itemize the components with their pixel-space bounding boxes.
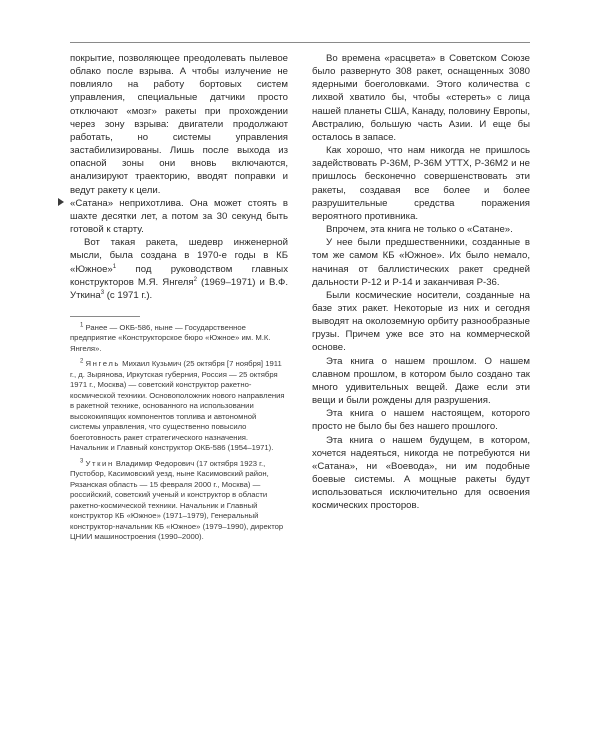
triangle-bullet-icon: [58, 198, 64, 206]
left-paragraph-3: Вот такая ракета, шедевр инженерной мысли, была создана в 1970-е годы в КБ «Южное»$^1$ под руководством главных конструкторов М.Я. Янгеля$^2$ (1969–1971) и В.Ф. Уткина$^3$ (с 1971 г.).: [70, 237, 288, 301]
right-paragraph: Как хорошо, что нам никогда не пришлось задействовать Р-36М, Р-36М УТТХ, Р-36М2 и не пришлось бесконечно совершенствовать эти ракеты, создавая все более и более разрушительные средства поражения вероятного противника.: [312, 145, 530, 222]
right-paragraph: У нее были предшественники, созданные в том же самом КБ «Южное». Их было немало, начиная от баллистических ракет средней дальности Р-12 и Р-14 и заканчивая Р-36.: [312, 237, 530, 288]
left-column: [70, 52, 288, 543]
right-paragraph: Эта книга о нашем будущем, в котором, хочется надеяться, никогда не потребуются ни «Сатана», ни «Воевода», ни им подобные боевые системы. А мощные ракеты будут использоваться исключительно для освоения космических просторов.: [312, 434, 530, 512]
bullet-item: [70, 197, 288, 236]
left-paragraph-1: покрытие, позволяющее преодолевать пылевое облако после взрыва. А чтобы излучение не повлияло на работу бортовых систем управления, специальные датчики просто отключают «мозг» ракеты при прохождении через зону взрыва: двигатели продолжают работать, но системы управления застабилизированы. Лишь после выхода из опасной зоны они вновь включаются, анализируют траекторию, вводят поправки и ведут ракету к цели.: [70, 53, 288, 196]
footnote-3: $^3$ Уткин Владимир Федорович (17 октября 1923 г., Пустобор, Касимовский уезд, ныне Касимовский район, Рязанская область — 15 февраля 2000 г., Москва) — российский, советский ученый и конструктор в области ракетно-космической техники. Начальник и Главный конструктор КБ «Южное» (1971–1979), Генеральный конструктор-начальник КБ «Южное» (1979–1990), директор ЦНИИ машиностроения (1990–2000).: [70, 458, 284, 542]
footnote-2-name: Янгель: [85, 359, 121, 369]
footnote-1: $^1$ Ранее — ОКБ-586, ныне — Государственное предприятие «Конструкторское бюро «Южное» им. М.К. Янгеля».: [70, 322, 271, 353]
right-paragraph: Впрочем, эта книга не только о «Сатане».: [326, 224, 513, 236]
footnote-ref-3: 3: [100, 289, 105, 296]
footnote-2: $^2$ Янгель Михаил Кузьмич (25 октября [7 ноября] 1911 г., д. Зырянова, Иркутская губерния, Россия — 25 октября 1971 г., Москва) — советский конструктор ракетно-космической техники. Основоположник нового направления в ракетной технике, основанного на использовании высококипящих компонентов топлива и автономной системы управления, что существенно повысило боеготовность ракет стратегического назначения. Начальник и Главный конструктор ОКБ-586 (1954–1971).: [70, 358, 285, 453]
right-paragraph: Были космические носители, созданные на базе этих ракет. Некоторые из них и сегодня выводят на околоземную орбиту разнообразные грузы. Причем уже все это на коммерческой основе.: [312, 289, 530, 354]
right-paragraph: Эта книга о нашем настоящем, которого просто не было бы без нашего прошлого.: [312, 408, 530, 433]
footnote-ref-2: 2: [193, 276, 197, 283]
footnote-ref-1: 1: [112, 263, 117, 270]
footnotes: [70, 323, 288, 543]
footnote-separator: [70, 316, 140, 317]
footnote-3-name: Уткин: [85, 458, 114, 468]
bullet-paragraph: «Сатана» неприхотлива. Она может стоять в шахте десятки лет, а потом за 30 секунд быть готовой к старту.: [70, 197, 288, 236]
right-column: [312, 52, 530, 512]
right-paragraph: Эта книга о нашем прошлом. О нашем славном прошлом, в котором было создано так много удивительных вещей. Даже если эти вещи и были рождены для разрушения.: [312, 355, 530, 407]
header-rule: [70, 42, 530, 43]
right-paragraph: Во времена «расцвета» в Советском Союзе было развернуто 308 ракет, оснащенных 3080 ядерными боеголовками. Этого количества с лихвой хватило бы, чтобы «стереть» с лица нашей планеты США, Канаду, половину Европы, Австралию, большую часть Азии. И еще бы осталось в запасе.: [312, 53, 530, 143]
